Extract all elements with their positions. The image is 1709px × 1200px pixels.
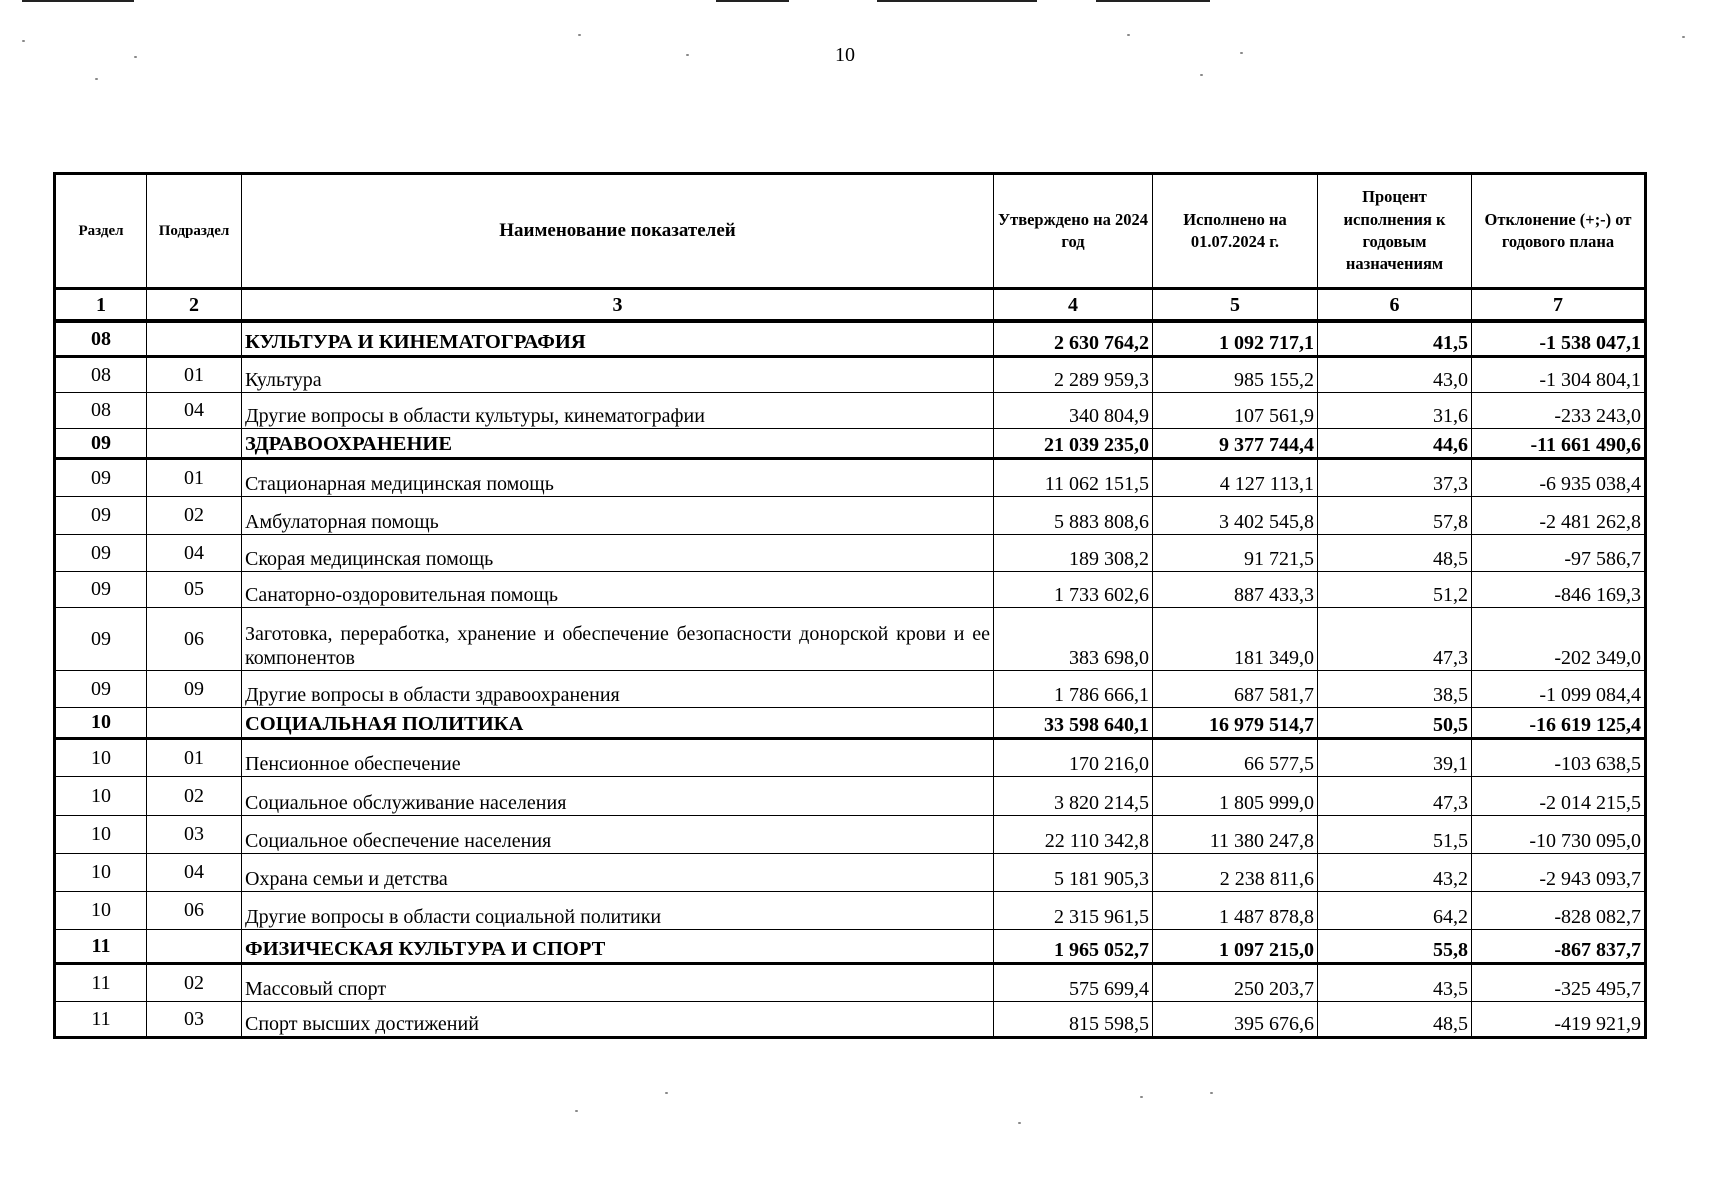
cell-percent: 31,6: [1318, 392, 1472, 428]
column-number: 2: [147, 289, 242, 322]
cell-approved: 815 598,5: [994, 1001, 1153, 1037]
cell-executed: 4 127 113,1: [1153, 458, 1318, 496]
scan-speck: [95, 78, 98, 80]
cell-section: 08: [55, 392, 147, 428]
cell-executed: 16 979 514,7: [1153, 707, 1318, 738]
cell-approved: 33 598 640,1: [994, 707, 1153, 738]
cell-executed: 2 238 811,6: [1153, 853, 1318, 891]
cell-name: Массовый спорт: [242, 963, 994, 1001]
scan-speck: [686, 54, 689, 56]
cell-deviation: -103 638,5: [1472, 738, 1646, 776]
scan-speck: [578, 34, 581, 36]
cell-name: Культура: [242, 356, 994, 392]
subsection-row: [55, 356, 1646, 392]
cell-deviation: -2 943 093,7: [1472, 853, 1646, 891]
cell-section: 08: [55, 356, 147, 392]
cell-section: 11: [55, 1001, 147, 1037]
scan-speck: [134, 56, 137, 58]
cell-executed: 181 349,0: [1153, 607, 1318, 670]
cell-executed: 395 676,6: [1153, 1001, 1318, 1037]
subsection-row: [55, 891, 1646, 929]
cell-executed: 887 433,3: [1153, 571, 1318, 607]
subsection-row: [55, 392, 1646, 428]
cell-section: 09: [55, 670, 147, 707]
subsection-row: [55, 853, 1646, 891]
cell-section: 11: [55, 929, 147, 963]
cell-percent: 50,5: [1318, 707, 1472, 738]
cell-executed: 9 377 744,4: [1153, 428, 1318, 458]
cell-percent: 47,3: [1318, 607, 1472, 670]
cell-name: СОЦИАЛЬНАЯ ПОЛИТИКА: [242, 707, 994, 738]
cell-approved: 2 315 961,5: [994, 891, 1153, 929]
cell-section: 10: [55, 853, 147, 891]
subsection-row: [55, 458, 1646, 496]
budget-execution-table: [53, 172, 1647, 1039]
cell-executed: 687 581,7: [1153, 670, 1318, 707]
cell-section: 09: [55, 458, 147, 496]
cell-subsection: 03: [147, 1001, 242, 1037]
cell-executed: 91 721,5: [1153, 534, 1318, 571]
cell-approved: 11 062 151,5: [994, 458, 1153, 496]
cell-percent: 57,8: [1318, 496, 1472, 534]
page-number: 10: [835, 44, 855, 66]
cell-deviation: -97 586,7: [1472, 534, 1646, 571]
cell-subsection: 03: [147, 815, 242, 853]
cell-executed: 985 155,2: [1153, 356, 1318, 392]
cell-name: Социальное обслуживание населения: [242, 776, 994, 815]
subsection-row: [55, 607, 1646, 670]
cell-section: 09: [55, 571, 147, 607]
cell-percent: 51,5: [1318, 815, 1472, 853]
cell-deviation: -846 169,3: [1472, 571, 1646, 607]
cell-subsection: 06: [147, 607, 242, 670]
cell-percent: 43,2: [1318, 853, 1472, 891]
cell-deviation: -10 730 095,0: [1472, 815, 1646, 853]
cell-section: 10: [55, 891, 147, 929]
cell-deviation: -11 661 490,6: [1472, 428, 1646, 458]
subsection-row: [55, 963, 1646, 1001]
cell-percent: 64,2: [1318, 891, 1472, 929]
subsection-row: [55, 571, 1646, 607]
cell-subsection: 05: [147, 571, 242, 607]
scan-speck: [1682, 36, 1685, 38]
cell-name: Стационарная медицинская помощь: [242, 458, 994, 496]
column-number: 5: [1153, 289, 1318, 322]
cell-subsection: 01: [147, 356, 242, 392]
cell-executed: 3 402 545,8: [1153, 496, 1318, 534]
cell-executed: 1 487 878,8: [1153, 891, 1318, 929]
column-number: 6: [1318, 289, 1472, 322]
header-deviation: Отклонение (+;-) от годового плана: [1472, 174, 1646, 289]
cell-deviation: -202 349,0: [1472, 607, 1646, 670]
table-body: [55, 321, 1646, 1037]
cell-approved: 170 216,0: [994, 738, 1153, 776]
cell-deviation: -2 014 215,5: [1472, 776, 1646, 815]
cell-subsection: 04: [147, 392, 242, 428]
scan-speck: [1127, 34, 1130, 36]
column-number: 3: [242, 289, 994, 322]
cell-deviation: -867 837,7: [1472, 929, 1646, 963]
scan-speck: [1140, 1096, 1143, 1098]
table-header: [55, 174, 1646, 322]
subsection-row: [55, 1001, 1646, 1037]
cell-deviation: -16 619 125,4: [1472, 707, 1646, 738]
cell-section: 08: [55, 321, 147, 356]
cell-deviation: -233 243,0: [1472, 392, 1646, 428]
subsection-row: [55, 776, 1646, 815]
cell-name: Социальное обеспечение населения: [242, 815, 994, 853]
section-row: [55, 929, 1646, 963]
cell-section: 10: [55, 707, 147, 738]
cell-approved: 2 289 959,3: [994, 356, 1153, 392]
cell-section: 09: [55, 607, 147, 670]
cell-percent: 48,5: [1318, 1001, 1472, 1037]
cell-executed: 1 092 717,1: [1153, 321, 1318, 356]
subsection-row: [55, 534, 1646, 571]
scan-speck: [1018, 1122, 1021, 1124]
cell-subsection: [147, 707, 242, 738]
cell-deviation: -325 495,7: [1472, 963, 1646, 1001]
cell-section: 09: [55, 496, 147, 534]
column-number: 1: [55, 289, 147, 322]
cell-name: Охрана семьи и детства: [242, 853, 994, 891]
cell-name: Скорая медицинская помощь: [242, 534, 994, 571]
header-percent: Процент исполнения к годовым назначениям: [1318, 174, 1472, 289]
cell-approved: 22 110 342,8: [994, 815, 1153, 853]
section-row: [55, 321, 1646, 356]
subsection-row: [55, 670, 1646, 707]
cell-subsection: [147, 428, 242, 458]
scan-speck: [22, 40, 25, 42]
cell-section: 10: [55, 776, 147, 815]
section-row: [55, 428, 1646, 458]
cell-subsection: [147, 321, 242, 356]
subsection-row: [55, 815, 1646, 853]
subsection-row: [55, 738, 1646, 776]
cell-deviation: -6 935 038,4: [1472, 458, 1646, 496]
cell-approved: 3 820 214,5: [994, 776, 1153, 815]
cell-approved: 5 883 808,6: [994, 496, 1153, 534]
cell-name: Другие вопросы в области здравоохранения: [242, 670, 994, 707]
cell-approved: 2 630 764,2: [994, 321, 1153, 356]
cell-percent: 47,3: [1318, 776, 1472, 815]
cell-deviation: -828 082,7: [1472, 891, 1646, 929]
cell-section: 10: [55, 738, 147, 776]
cell-section: 11: [55, 963, 147, 1001]
scan-speck: [575, 1110, 578, 1112]
cell-name: Другие вопросы в области культуры, кинематографии: [242, 392, 994, 428]
cell-section: 09: [55, 534, 147, 571]
cell-approved: 21 039 235,0: [994, 428, 1153, 458]
cell-name: ФИЗИЧЕСКАЯ КУЛЬТУРА И СПОРТ: [242, 929, 994, 963]
cell-approved: 1 733 602,6: [994, 571, 1153, 607]
header-indicator-name: Наименование показателей: [242, 174, 994, 289]
cell-executed: 1 805 999,0: [1153, 776, 1318, 815]
cell-subsection: 01: [147, 458, 242, 496]
cell-subsection: 02: [147, 776, 242, 815]
cell-percent: 41,5: [1318, 321, 1472, 356]
cell-subsection: 04: [147, 534, 242, 571]
cell-deviation: -1 538 047,1: [1472, 321, 1646, 356]
column-number-row: [55, 289, 1646, 322]
cell-deviation: -2 481 262,8: [1472, 496, 1646, 534]
cell-percent: 39,1: [1318, 738, 1472, 776]
cell-deviation: -419 921,9: [1472, 1001, 1646, 1037]
cell-name: Пенсионное обеспечение: [242, 738, 994, 776]
header-subsection: Подраздел: [147, 174, 242, 289]
cell-deviation: -1 304 804,1: [1472, 356, 1646, 392]
cell-name: Спорт высших достижений: [242, 1001, 994, 1037]
cell-subsection: 02: [147, 496, 242, 534]
cell-subsection: 06: [147, 891, 242, 929]
cell-percent: 37,3: [1318, 458, 1472, 496]
cell-percent: 43,5: [1318, 963, 1472, 1001]
scan-speck: [1200, 74, 1203, 76]
cell-percent: 55,8: [1318, 929, 1472, 963]
cell-name: Заготовка, переработка, хранение и обеспечение безопасности донорской крови и ее компонентов: [242, 607, 994, 670]
header-row: [55, 174, 1646, 289]
cell-percent: 38,5: [1318, 670, 1472, 707]
header-section: Раздел: [55, 174, 147, 289]
cell-subsection: 01: [147, 738, 242, 776]
cell-percent: 44,6: [1318, 428, 1472, 458]
cell-name: Другие вопросы в области социальной политики: [242, 891, 994, 929]
cell-section: 10: [55, 815, 147, 853]
cell-approved: 5 181 905,3: [994, 853, 1153, 891]
cell-name: Санаторно-оздоровительная помощь: [242, 571, 994, 607]
cell-executed: 11 380 247,8: [1153, 815, 1318, 853]
cell-subsection: 04: [147, 853, 242, 891]
cell-section: 09: [55, 428, 147, 458]
cell-approved: 189 308,2: [994, 534, 1153, 571]
cell-name: КУЛЬТУРА И КИНЕМАТОГРАФИЯ: [242, 321, 994, 356]
cell-subsection: 02: [147, 963, 242, 1001]
section-row: [55, 707, 1646, 738]
cell-subsection: [147, 929, 242, 963]
column-number: 7: [1472, 289, 1646, 322]
header-approved: Утверждено на 2024 год: [994, 174, 1153, 289]
cell-percent: 51,2: [1318, 571, 1472, 607]
scan-speck: [1210, 1092, 1213, 1094]
cell-approved: 1 965 052,7: [994, 929, 1153, 963]
cell-percent: 48,5: [1318, 534, 1472, 571]
cell-executed: 250 203,7: [1153, 963, 1318, 1001]
scan-top-edge: [0, 0, 1709, 3]
cell-approved: 340 804,9: [994, 392, 1153, 428]
cell-approved: 575 699,4: [994, 963, 1153, 1001]
cell-approved: 1 786 666,1: [994, 670, 1153, 707]
cell-executed: 66 577,5: [1153, 738, 1318, 776]
cell-subsection: 09: [147, 670, 242, 707]
scan-speck: [1240, 52, 1243, 54]
subsection-row: [55, 496, 1646, 534]
cell-name: Амбулаторная помощь: [242, 496, 994, 534]
cell-approved: 383 698,0: [994, 607, 1153, 670]
cell-percent: 43,0: [1318, 356, 1472, 392]
cell-name: ЗДРАВООХРАНЕНИЕ: [242, 428, 994, 458]
cell-deviation: -1 099 084,4: [1472, 670, 1646, 707]
cell-executed: 107 561,9: [1153, 392, 1318, 428]
cell-executed: 1 097 215,0: [1153, 929, 1318, 963]
column-number: 4: [994, 289, 1153, 322]
scan-speck: [665, 1092, 668, 1094]
header-executed: Исполнено на 01.07.2024 г.: [1153, 174, 1318, 289]
